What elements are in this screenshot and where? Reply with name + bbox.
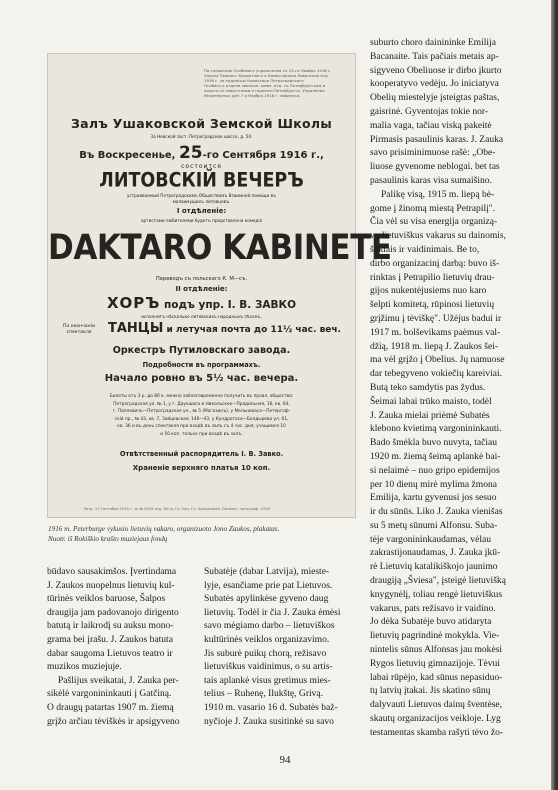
poster-dance: ТАНЦЫ и летучая почта до 11½ час. веч. [108, 321, 341, 336]
text-line: grįžimu į tėviškę". Užėjus badui ir [370, 312, 502, 324]
text-line: tų latvių įtakai. Jis skatino sūnų [370, 685, 491, 697]
text-line: ma vėl grįžo į Obelius. Jų namuose [370, 354, 505, 366]
text-line: Pirmasis pasaulinis karas. J. Zauka [370, 133, 504, 145]
poster-date: Въ Воскресенье, 25-го Сентября 1916 г., [79, 143, 324, 163]
text-line: savo mėgiamo darbo – lietuviškos [204, 620, 335, 632]
poster-details: Подробности въ программахъ. [142, 361, 261, 369]
text-line: šokiais ir vaidinimais. Be to, [370, 243, 480, 255]
text-line: gijos nukentėjusiems nuo karo [370, 285, 487, 297]
text-line: si nelaimė – nuo gripo epidemijos [370, 464, 500, 476]
text-line: Bado šmėkla buvo nuvyta, tačiau [370, 437, 497, 449]
text-line: suburto choro dainininke Emilija [370, 37, 496, 48]
poster-play-title: DAKTARO KABINETE [48, 227, 392, 269]
text-line: lietuviškus vaidinimus, o su artis- [204, 661, 333, 673]
text-line: lietuvių pagrindinė mokykla. Vie- [370, 630, 500, 642]
text-line: Subatės apylinkėse gyveno daug [204, 593, 329, 605]
poster-part-one: I отдѣленіе: [176, 207, 227, 215]
poster-start-time: Начало ровно въ 5½ час. вечера. [104, 373, 299, 384]
text-line: Pašlijus sveikatai, J. Zauka per- [58, 674, 179, 686]
poster-tickets: Билеты отъ 3 р. до 80 к. можно заблаговременно получить въ правл. общества: Петроградская ул. № 1, у г. Даукшиса в Никольское—Прядильная, 16, кв. 64, г. Паплевичъ—Петроградская ул., № 5 (Магазинъ), у Мельникаса—Петергоф- скій пр., № 43, кв. 7, Зайцевская, 146—43, у Кундротаса—Болдырева ул. 61, кв. 36 и въ день спектакля при входѣ въ залъ съ 4 час. дня; учащимся 10 и 50 коп. только при входѣ въ залъ. [109, 394, 294, 437]
text-line: dirbo organizacinį darbą: buvo iš- [370, 257, 500, 269]
text-line: 1917 m. bolševikams paėmus val- [370, 326, 501, 338]
text-line: lietuvių. Todėl ir čia J. Zauka ėmėsi [204, 606, 341, 618]
text-line: 1910 m. vasario 16 d. Subatės baž- [204, 701, 338, 713]
poster-notice-line: Инженерных дел 7 и Ноября 1916 г. ливанска. [204, 93, 301, 98]
text-line: skautų organizacijos veikloje. Lyg [370, 713, 501, 725]
poster-notice-line: Закона Таможн. Кредитнаго и Комиссіонная Ливанская отд. [204, 73, 329, 78]
text-line: Emilija, kartu gyvenusi jos sesuo [370, 492, 497, 504]
poster-choir-desc: исполнитъ нѣсколько литовскихъ народныхъ пѣсенъ. [141, 314, 262, 319]
text-line: Palikę visą, 1915 m. liepą bė- [381, 188, 495, 200]
text-column-right [370, 36, 520, 740]
text-line: nintelis sūnus Alfonsas jau mokėsi [370, 644, 503, 656]
text-line: gaisrinė. Gyventojas tokie nor- [370, 105, 489, 117]
text-line: Subatėje (dabar Latvija), mieste- [204, 566, 330, 577]
page-number: 94 [279, 754, 291, 766]
figure-caption [48, 524, 358, 544]
text-line: J. Zauka mielai priėmė Subatės [370, 409, 490, 421]
text-line: džią, 1918 m. liepą J. Zaukos šei- [370, 340, 499, 352]
poster-organizer: малоимущихъ литовцевъ. [172, 199, 231, 204]
text-line: rė Lietuvių katalikiškojo jaunimo [370, 561, 498, 573]
text-line: sigyveno Obeliuose ir dirbo įkurto [370, 64, 502, 76]
text-line: liuose gyvenome neblogai. bet tas [370, 161, 500, 173]
caption-line: Nuotr. iš Rokiškio krašto muziejaus fondų [48, 535, 168, 543]
poster-notice-line: По сношению Особоваго упражнения съ 25-го Ноября 1916 г. [204, 68, 332, 73]
text-line: knygynėlį, toliau rengė lietuviškus [370, 588, 503, 600]
page-edge-shadow [551, 0, 558, 790]
text-line: Šeimai labai trūko maisto, todėl [370, 395, 492, 407]
poster-choir: ХОРЪ подъ упр. І. В. ЗАВКО [106, 294, 297, 312]
text-line: tūrinės veiklos baruose, Šalpos [47, 593, 166, 605]
text-line: muzikos muziejuje. [47, 661, 122, 673]
poster-occurs: состоится [181, 163, 222, 170]
text-line: savo prisiminimuose rašė: „Obe- [370, 147, 496, 159]
text-line: su 5 metų sūnumi Alfonsu. Suba- [370, 519, 498, 531]
text-line: tais aplankė visus gretimus mies- [204, 674, 331, 686]
text-line: Jis suburė puikų chorą, režisavo [204, 647, 327, 659]
text-line: draugiją „Šviesa", įsteigė lietuvišką [370, 575, 506, 587]
text-line: vo lietuviškus vakarus su dainomis, [370, 230, 507, 242]
text-line: gome į žinomą miestą Petrapilį". [370, 202, 496, 214]
text-line: kultūrinės veiklos organizavimo. [204, 633, 330, 645]
text-line: dalyvauti Lietuvos dainų šventėse, [370, 699, 503, 711]
text-line: sikėlė vargonininkauti į Gatčiną. [47, 688, 172, 700]
text-line: J. Zaukos nuopelnus lietuvių kul- [47, 579, 175, 591]
text-line: Obelių miestelyje įsteigtas paštas, [370, 92, 500, 104]
text-line: nyčioje J. Zauka susitinkė su savo [204, 715, 334, 727]
poster-notice [204, 68, 348, 98]
text-line: vakarus, pats režisavo ir vaidino. [370, 602, 496, 614]
text-line: malia vaga, tačiau viską pakeitė [370, 119, 492, 131]
poster-notice-line: какого-то новостными и подписи Петербургск. Упраления [204, 88, 325, 93]
text-line: Butą teko samdytis pas žydus. [370, 381, 486, 393]
text-line: grįžo arčiau tėviškės ir apsigyveno [47, 715, 180, 727]
poster-notice-line: 1916 г. за подписью Комиссара Петроградскаго [204, 78, 304, 83]
poster-organizer: устраиваемый Петроградскимъ Обществомъ Взаимной помощи въ [127, 193, 276, 198]
text-line: šelpti komitetą, rūpinosi lietuvių [370, 299, 495, 311]
text-line: būdavo sausakimšos. Įvertindama [47, 566, 177, 577]
text-line: Jo dėka Subatėje buvo atidaryta [370, 616, 492, 628]
text-line: zakrastijonaudamas, J. Zauka įkū- [370, 547, 501, 559]
poster-footer: Разр. 17 Сентября 1916 г. за № 8029 изд. Петр. Гр. Нач. Гр. Канцелярія. Литовск. типограф. 1916 [84, 507, 270, 511]
poster-hall: Залъ Ушаковской Земской Школы [71, 116, 332, 131]
text-line: per 10 dienų mirė mylima žmona [370, 478, 497, 490]
poster-orchestra: Оркестръ Путиловскаго завода. [112, 345, 291, 356]
poster-coats: Храненіе верхняго платья 10 коп. [132, 464, 271, 472]
poster-address: За Невской заст. Петроградское шоссе, д. 54. [150, 134, 253, 139]
text-line: rinktas į Petrapilio lietuvių drau- [370, 271, 495, 283]
caption-line: 1916 m. Peterburge vykusio lietuvių vakaro, organizuoto Jono Zaukos, plakatas. [48, 525, 280, 533]
poster-translation: Переводъ съ польскаго К. М—съ. [155, 276, 248, 282]
poster-part-two: II отдѣленіе: [175, 285, 228, 293]
poster-part-one-desc: артистами любителями будетъ представлена комедія [140, 218, 263, 223]
text-line: 1920 m. žiemą šeimą aplankė bai- [370, 450, 501, 462]
text-line: labai rūpėjo, kad sūnus nepasiduo- [370, 671, 503, 683]
text-line: telius – Ruhenę, Ilukštę, Grivą. [204, 688, 324, 700]
text-line: dabar saugoma Lietuvos teatro ir [47, 647, 173, 659]
text-line: grama bei įrašu. J. Zaukos batuta [47, 633, 173, 645]
text-line: lyje, esančiame prie pat Lietuvos. [204, 579, 333, 591]
text-line: dar tebegyveno vokiečių kareiviai. [370, 368, 503, 380]
text-line: Rygos lietuvių gimnazijoje. Tėvui [370, 657, 500, 669]
text-line: O draugų patartas 1907 m. žiemą [47, 701, 174, 713]
text-line: ir du sūnūs. Liko J. Zauka vienišas [370, 506, 503, 518]
text-line: batutą ir laikrodį su auksu mono- [47, 620, 174, 632]
text-line: klebono kvietimą vargonininkauti. [370, 423, 502, 435]
text-column-middle [204, 565, 354, 728]
poster-photo [48, 54, 392, 517]
text-line: tėje vargonininkaudamas, vėlau [370, 533, 491, 545]
text-line: pasaulinis karas visa sumaišino. [370, 174, 492, 186]
text-line: testamentas skamba rašyti tėvo žo- [370, 726, 504, 738]
text-line: kooperatyvo vedėju. Jo iniciatyva [370, 78, 499, 90]
text-column-left [47, 565, 185, 728]
text-line: Čia vėl su visa energija organizą- [370, 216, 498, 228]
text-line: draugija jam padovanojo dirigento [47, 606, 179, 618]
poster-manager: Отвѣтственный распорядитель І. В. Завко. [119, 450, 284, 458]
poster-notice-line: Особаго и отдела законоп. комм. отд. съ Петербургским и [204, 83, 326, 88]
poster-after-show: По окончаніи спектакля [63, 324, 95, 335]
text-line: Bacanaite. Tais pačiais metais ap- [370, 50, 499, 62]
poster-evening-title: ЛИТОВСКІЙ ВЕЧЕРЪ [99, 170, 304, 192]
